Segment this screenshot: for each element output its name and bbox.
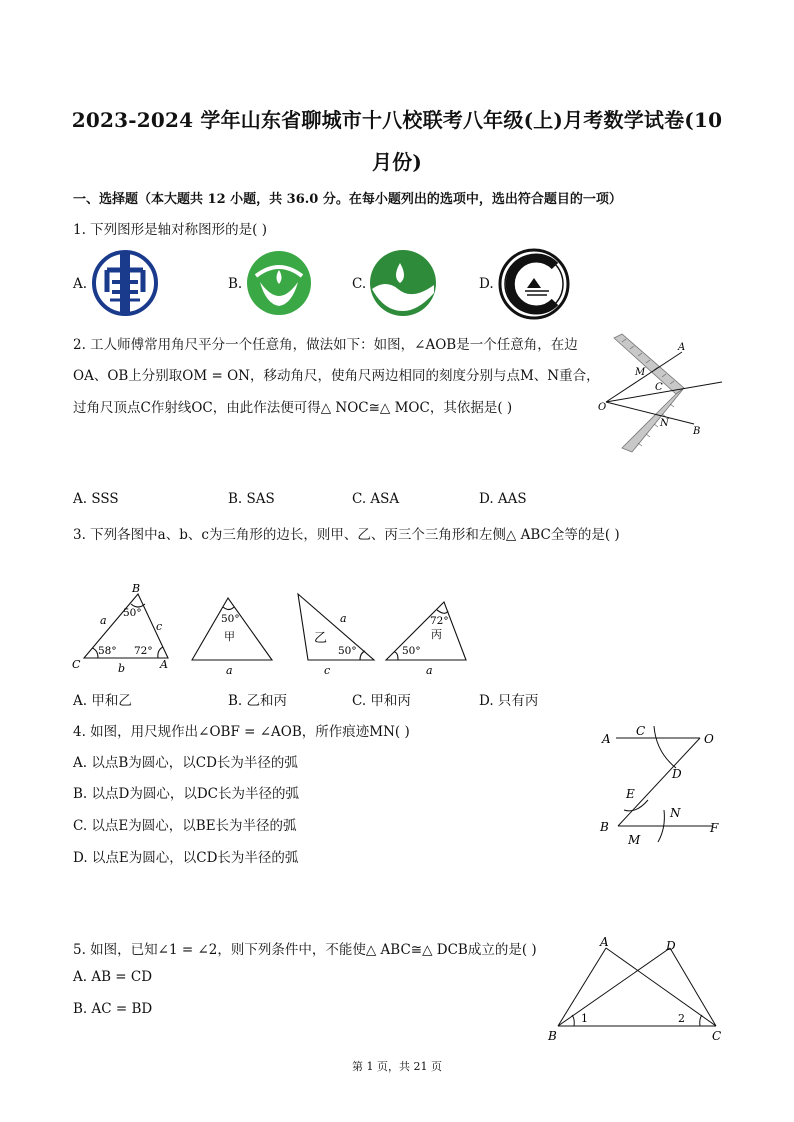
q3-stem: 3. 下列各图中a、b、c为三角形的边长，则甲、乙、丙三个三角形和左侧△ ABC全等的是( )	[73, 527, 620, 543]
q5-label-d: D	[666, 939, 676, 953]
q5-figure	[544, 934, 728, 1046]
q3-abc-label-a: A	[160, 658, 168, 671]
logo-c-image	[368, 249, 438, 317]
q3-option-c: C. 甲和丙	[352, 693, 411, 709]
q2-stem-line3: 过角尺顶点C作射线OC，由此作法便可得△ NOC≅△ MOC，其依据是( )	[73, 400, 513, 416]
q1-option-d-label: D.	[479, 276, 494, 292]
q3-abc-side-a: a	[100, 614, 107, 627]
q4-label-f: F	[710, 821, 719, 835]
q3-jia-angle-50: 50°	[221, 613, 240, 625]
q4-label-a: A	[602, 732, 611, 746]
q2-option-a: A. SSS	[73, 491, 119, 507]
q3-yi-side-c: c	[324, 664, 331, 677]
q5-angle-2: 2	[678, 1012, 685, 1025]
q2-label-b: B	[693, 426, 701, 437]
exam-title-line2: 月份)	[371, 150, 423, 174]
q2-option-b: B. SAS	[228, 491, 275, 507]
q4-label-d: D	[672, 767, 682, 781]
q3-option-b: B. 乙和丙	[228, 693, 288, 709]
logo-a-image	[90, 250, 160, 316]
q3-option-a: A. 甲和乙	[73, 693, 132, 709]
q4-option-c: C. 以点E为圆心，以BE长为半径的弧	[73, 818, 297, 834]
q2-label-m: M	[635, 367, 646, 378]
q3-bing-angle-72: 72°	[430, 615, 449, 627]
logo-b-image	[244, 248, 314, 318]
q3-yi-side-a: a	[340, 612, 347, 625]
q2-label-a: A	[678, 342, 686, 353]
q3-yi-label: 乙	[314, 631, 328, 646]
q1-stem: 1. 下列图形是轴对称图形的是( )	[73, 222, 267, 238]
q2-stem-line2: OA、OB上分别取OM = ON，移动角尺，使角尺两边相同的刻度分别与点M、N重合，	[73, 368, 600, 384]
q3-abc-angle-72: 72°	[134, 645, 153, 657]
q5-option-a: A. AB = CD	[73, 969, 153, 985]
exam-title-line1: 2023-2024 学年山东省聊城市十八校联考八年级(上)月考数学试卷(10	[71, 108, 723, 132]
q4-option-d: D. 以点E为圆心，以CD长为半径的弧	[73, 850, 299, 866]
q2-label-n: N	[660, 418, 669, 429]
q3-figure	[68, 580, 478, 678]
q1-option-a-label: A.	[73, 276, 88, 292]
q3-abc-label-b: B	[132, 582, 141, 595]
q5-angle-1: 1	[581, 1012, 588, 1025]
q5-label-b: B	[548, 1029, 557, 1043]
q1-option-c-label: C.	[352, 276, 367, 292]
q2-label-c: C	[655, 382, 663, 393]
q4-figure	[596, 718, 730, 852]
q5-label-c: C	[712, 1029, 722, 1043]
q3-abc-angle-58: 58°	[98, 645, 117, 657]
q3-bing-side-a: a	[426, 664, 433, 677]
q3-jia-label: 甲	[224, 630, 235, 643]
q4-option-b: B. 以点D为圆心，以DC长为半径的弧	[73, 786, 299, 802]
q3-abc-label-c: C	[72, 658, 81, 671]
q2-option-d: D. AAS	[479, 491, 527, 507]
q4-label-o: O	[704, 732, 714, 746]
q3-yi-angle-50: 50°	[338, 645, 357, 657]
q3-jia-side-a: a	[226, 664, 233, 677]
q2-stem-line1: 2. 工人师傅常用角尺平分一个任意角，做法如下：如图，∠AOB是一个任意角，在边	[73, 337, 578, 353]
q4-label-b: B	[600, 820, 609, 834]
q4-label-m: M	[628, 833, 641, 847]
q4-stem: 4. 如图，用尺规作出∠OBF = ∠AOB，所作痕迹MN( )	[73, 724, 410, 740]
page-footer: 第 1 页，共 21 页	[352, 1060, 442, 1073]
q4-option-a: A. 以点B为圆心，以CD长为半径的弧	[73, 755, 298, 771]
q3-bing-angle-50: 50°	[402, 645, 421, 657]
q3-option-d: D. 只有丙	[479, 693, 539, 709]
q3-bing-label: 丙	[431, 628, 442, 641]
logo-d-image	[497, 248, 571, 320]
q5-stem: 5. 如图，已知∠1 = ∠2，则下列条件中，不能使△ ABC≅△ DCB成立的是( )	[73, 942, 537, 958]
q3-abc-angle-50: 50°	[123, 607, 142, 619]
q2-option-c: C. ASA	[352, 491, 400, 507]
q1-option-b-label: B.	[228, 276, 243, 292]
q4-label-n: N	[670, 806, 681, 820]
q2-label-o: O	[598, 402, 607, 413]
q4-label-c: C	[636, 724, 646, 738]
q5-option-b: B. AC = BD	[73, 1001, 153, 1017]
q3-abc-side-b: b	[118, 662, 126, 675]
q4-label-e: E	[626, 787, 635, 801]
q3-abc-side-c: c	[156, 620, 163, 633]
q2-figure	[592, 330, 732, 455]
q5-label-a: A	[600, 935, 609, 949]
section-heading: 一、选择题（本大题共 12 小题，共 36.0 分。在每小题列出的选项中，选出符合题目的一项）	[73, 192, 622, 207]
